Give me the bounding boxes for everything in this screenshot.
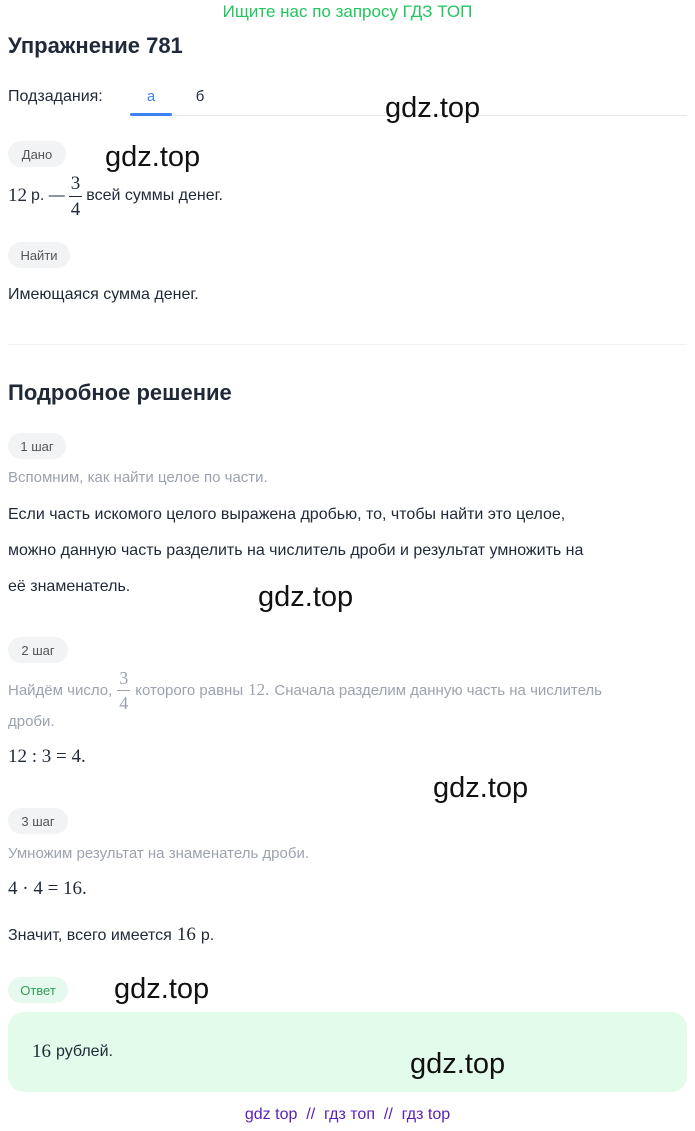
step2-fraction-denominator: 4 <box>119 692 129 713</box>
watermark: gdz.top <box>410 1048 506 1080</box>
watermark: gdz.top <box>433 772 529 804</box>
step2-badge: 2 шаг <box>8 637 68 663</box>
footer-links: gdz top // гдз топ // гдз top <box>244 1106 451 1123</box>
answer-content <box>32 1014 113 1090</box>
subtasks-label: Подзадания: <box>8 88 103 105</box>
step3-hint: Умножим результат на знаменатель дроби. <box>8 845 310 862</box>
given-fraction-numerator: 3 <box>69 174 83 197</box>
tab-a[interactable]: а <box>146 88 156 105</box>
step2-formula: 12 : 3 = 4. <box>8 746 86 767</box>
given-badge: Дано <box>8 141 66 167</box>
watermark: gdz.top <box>105 141 201 173</box>
find-badge: Найти <box>8 242 70 268</box>
given-unit: р. — <box>31 187 65 204</box>
search-banner: Ищите нас по запросу ГДЗ ТОП <box>222 2 473 21</box>
answer-badge: Ответ <box>8 977 68 1003</box>
answer-value: 16 <box>32 1041 51 1062</box>
step2-hint-value: 12. <box>248 680 270 699</box>
given-text: всей суммы денег. <box>86 187 223 204</box>
step2-hint-after: Сначала разделим данную часть на числитель <box>274 681 603 699</box>
step3-formula: 4 · 4 = 16. <box>8 878 87 899</box>
tab-b[interactable]: б <box>195 88 205 105</box>
step1-line-1: Если часть искомого целого выражена дробью, то, чтобы найти это целое, <box>8 506 566 523</box>
step2-hint-continued: дроби. <box>8 713 55 730</box>
conclusion-text: Значит, всего имеется <box>8 927 172 944</box>
watermark: gdz.top <box>114 973 210 1005</box>
step3-conclusion <box>8 924 214 946</box>
watermark: gdz.top <box>258 581 354 613</box>
step1-line-2: можно данную часть разделить на числитель дроби и результат умножить на <box>8 542 584 559</box>
step2-hint <box>8 665 602 715</box>
step2-hint-before: Найдём число, <box>8 681 113 699</box>
step2-fraction <box>117 669 130 712</box>
answer-text: рублей. <box>56 1043 113 1060</box>
find-text: Имеющаяся сумма денег. <box>8 286 199 303</box>
step2-hint-middle: которого равны <box>135 681 244 699</box>
page-title: Упражнение 781 <box>8 33 183 58</box>
given-amount: 12 <box>8 185 27 206</box>
given-fraction-denominator: 4 <box>70 198 81 220</box>
conclusion-unit: р. <box>200 927 215 944</box>
solution-heading: Подробное решение <box>8 380 232 405</box>
step1-hint: Вспомним, как найти целое по части. <box>8 469 268 486</box>
step1-badge: 1 шаг <box>8 433 66 459</box>
step2-fraction-numerator: 3 <box>117 669 130 691</box>
section-divider <box>8 344 687 345</box>
step1-line-3: её знаменатель. <box>8 578 131 595</box>
watermark: gdz.top <box>385 92 481 124</box>
given-fraction <box>69 174 83 219</box>
given-statement <box>8 172 223 220</box>
active-tab-indicator <box>130 113 172 116</box>
step3-badge: 3 шаг <box>8 808 68 834</box>
conclusion-value: 16 <box>176 924 196 945</box>
